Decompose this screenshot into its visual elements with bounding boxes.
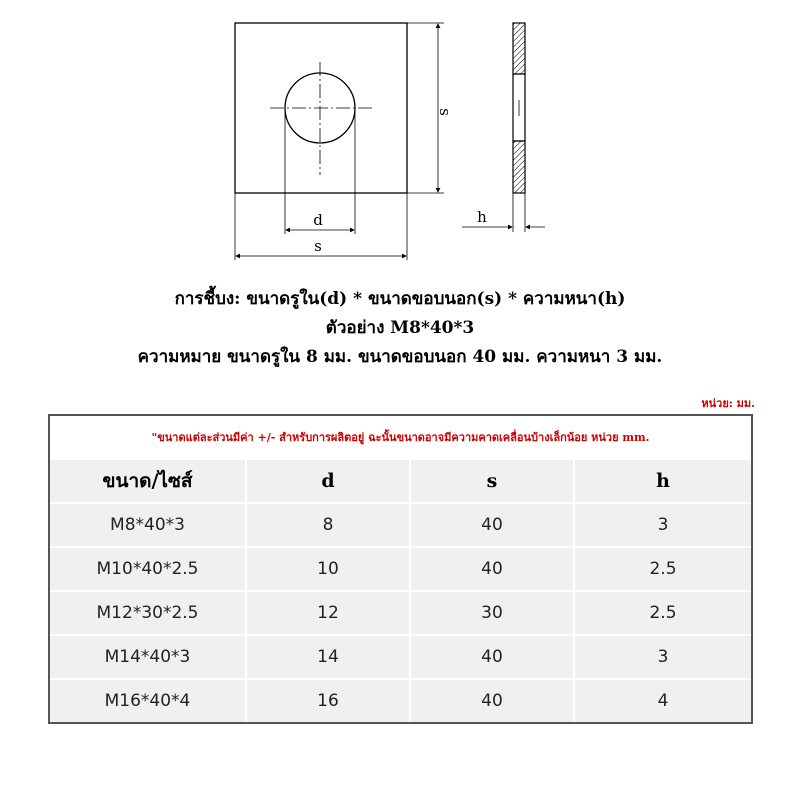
dim-label-s-vertical: s (436, 108, 454, 116)
cell-size: M10*40*2.5 (50, 548, 245, 590)
cell-d: 12 (245, 592, 409, 634)
table-row (50, 502, 751, 546)
header-d: d (245, 460, 409, 502)
table-row (50, 634, 751, 678)
caption-format: การชี้บง: ขนาดรูใน(d) * ขนาดขอบนอก(s) * ความหนา(h) (174, 289, 626, 309)
cell-size: M16*40*4 (50, 680, 245, 722)
caption-meaning: ความหมาย ขนาดรูใน 8 มม. ขนาดขอบนอก 40 มม. ความหนา 3 มม. (137, 347, 663, 367)
washer-side-view-bottom (513, 141, 525, 193)
washer-technical-drawing (0, 0, 800, 280)
spec-table (48, 414, 753, 724)
cell-d: 10 (245, 548, 409, 590)
cell-h: 3 (573, 504, 751, 546)
header-h: h (573, 460, 751, 502)
dim-label-d: d (313, 211, 323, 229)
table-row (50, 546, 751, 590)
cell-size: M8*40*3 (50, 504, 245, 546)
cell-s: 40 (409, 504, 573, 546)
cell-size: M14*40*3 (50, 636, 245, 678)
dim-label-h: h (477, 208, 487, 226)
unit-label: หน่วย: มม. (701, 397, 755, 410)
cell-h: 2.5 (573, 548, 751, 590)
tolerance-note: "ขนาดแต่ละส่วนมีค่า +/- สำหรับการผลิตอยู่ ฉะนั้นขนาดอาจมีความคาดเคลื่อนบ้างเล็กน้อย หน่วย mm. (151, 431, 650, 444)
header-size: ขนาด/ไซส์ (50, 460, 245, 502)
table-row (50, 678, 751, 722)
cell-size: M12*30*2.5 (50, 592, 245, 634)
cell-s: 30 (409, 592, 573, 634)
cell-d: 16 (245, 680, 409, 722)
washer-side-view-top (513, 23, 525, 74)
cell-s: 40 (409, 548, 573, 590)
cell-s: 40 (409, 680, 573, 722)
cell-s: 40 (409, 636, 573, 678)
header-s: s (409, 460, 573, 502)
dim-label-s-horizontal: s (314, 237, 322, 255)
caption-example: ตัวอย่าง M8*40*3 (325, 318, 475, 338)
cell-d: 8 (245, 504, 409, 546)
table-header-row (50, 458, 751, 502)
cell-h: 3 (573, 636, 751, 678)
cell-h: 4 (573, 680, 751, 722)
table-row (50, 590, 751, 634)
cell-d: 14 (245, 636, 409, 678)
cell-h: 2.5 (573, 592, 751, 634)
